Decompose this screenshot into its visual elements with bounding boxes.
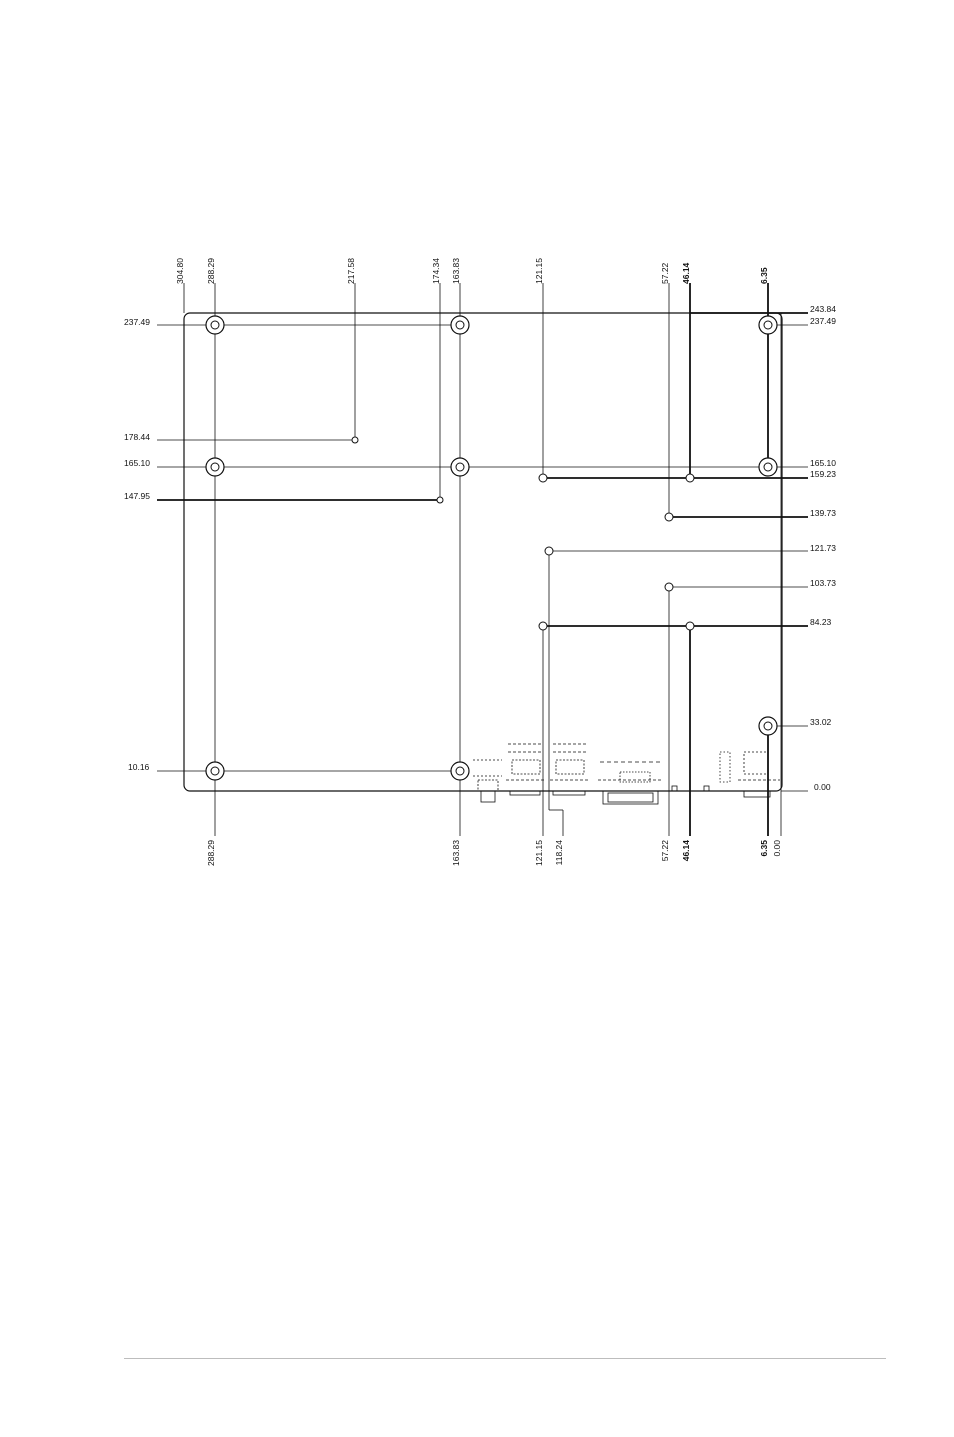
small-hole — [686, 474, 694, 482]
top-dimension-labels — [175, 258, 769, 284]
right-label: 165.10 — [810, 458, 836, 468]
lan-usb-connector-1 — [506, 744, 544, 795]
right-label: 103.73 — [810, 578, 836, 588]
bottom-label: 163.83 — [451, 840, 461, 866]
mounting-hole — [451, 316, 469, 334]
mounting-hole — [759, 458, 777, 476]
small-hole — [545, 547, 553, 555]
bottom-label: 121.15 — [534, 840, 544, 866]
small-hole — [539, 622, 547, 630]
small-hole — [665, 583, 673, 591]
footer-divider — [124, 1358, 886, 1359]
horizontal-leaders — [157, 313, 808, 791]
left-dimension-labels — [124, 317, 150, 772]
left-label: 165.10 — [124, 458, 150, 468]
bottom-label: 0.00 — [772, 840, 782, 857]
right-dimension-labels — [810, 304, 836, 792]
io-connectors — [473, 744, 780, 804]
small-hole — [539, 474, 547, 482]
mounting-hole — [759, 717, 777, 735]
right-label: 159.23 — [810, 469, 836, 479]
bottom-dimension-labels — [206, 840, 782, 866]
mounting-hole — [451, 762, 469, 780]
top-label: 46.14 — [681, 262, 691, 284]
right-label: 84.23 — [810, 617, 832, 627]
vertical-leaders — [184, 283, 781, 836]
left-label: 237.49 — [124, 317, 150, 327]
right-label: 0.00 — [814, 782, 831, 792]
right-label: 237.49 — [810, 316, 836, 326]
mounting-hole — [206, 316, 224, 334]
top-label: 174.34 — [431, 258, 441, 284]
bottom-label: 118.24 — [554, 840, 564, 866]
small-hole — [665, 513, 673, 521]
small-components — [672, 752, 780, 797]
small-holes — [352, 437, 694, 630]
mounting-holes — [206, 316, 777, 780]
top-label: 163.83 — [451, 258, 461, 284]
small-hole — [352, 437, 358, 443]
mounting-hole — [759, 316, 777, 334]
mounting-hole — [206, 762, 224, 780]
top-label: 6.35 — [759, 267, 769, 284]
right-label: 139.73 — [810, 508, 836, 518]
top-label: 304.80 — [175, 258, 185, 284]
small-hole — [437, 497, 443, 503]
left-label: 178.44 — [124, 432, 150, 442]
bottom-label: 288.29 — [206, 840, 216, 866]
right-label: 243.84 — [810, 304, 836, 314]
small-hole — [686, 622, 694, 630]
audio-jack-connector — [473, 760, 502, 802]
dvi-connector — [598, 762, 662, 804]
top-label: 121.15 — [534, 258, 544, 284]
top-label: 57.22 — [660, 262, 670, 284]
right-label: 33.02 — [810, 717, 832, 727]
board-outline — [184, 313, 782, 791]
left-label: 10.16 — [128, 762, 150, 772]
bottom-label: 6.35 — [759, 840, 769, 857]
mounting-hole — [206, 458, 224, 476]
top-label: 288.29 — [206, 258, 216, 284]
left-label: 147.95 — [124, 491, 150, 501]
bottom-label: 46.14 — [681, 840, 691, 862]
mounting-hole — [451, 458, 469, 476]
right-label: 121.73 — [810, 543, 836, 553]
top-label: 217.58 — [346, 258, 356, 284]
bottom-label: 57.22 — [660, 840, 670, 862]
lan-usb-connector-2 — [550, 744, 590, 795]
